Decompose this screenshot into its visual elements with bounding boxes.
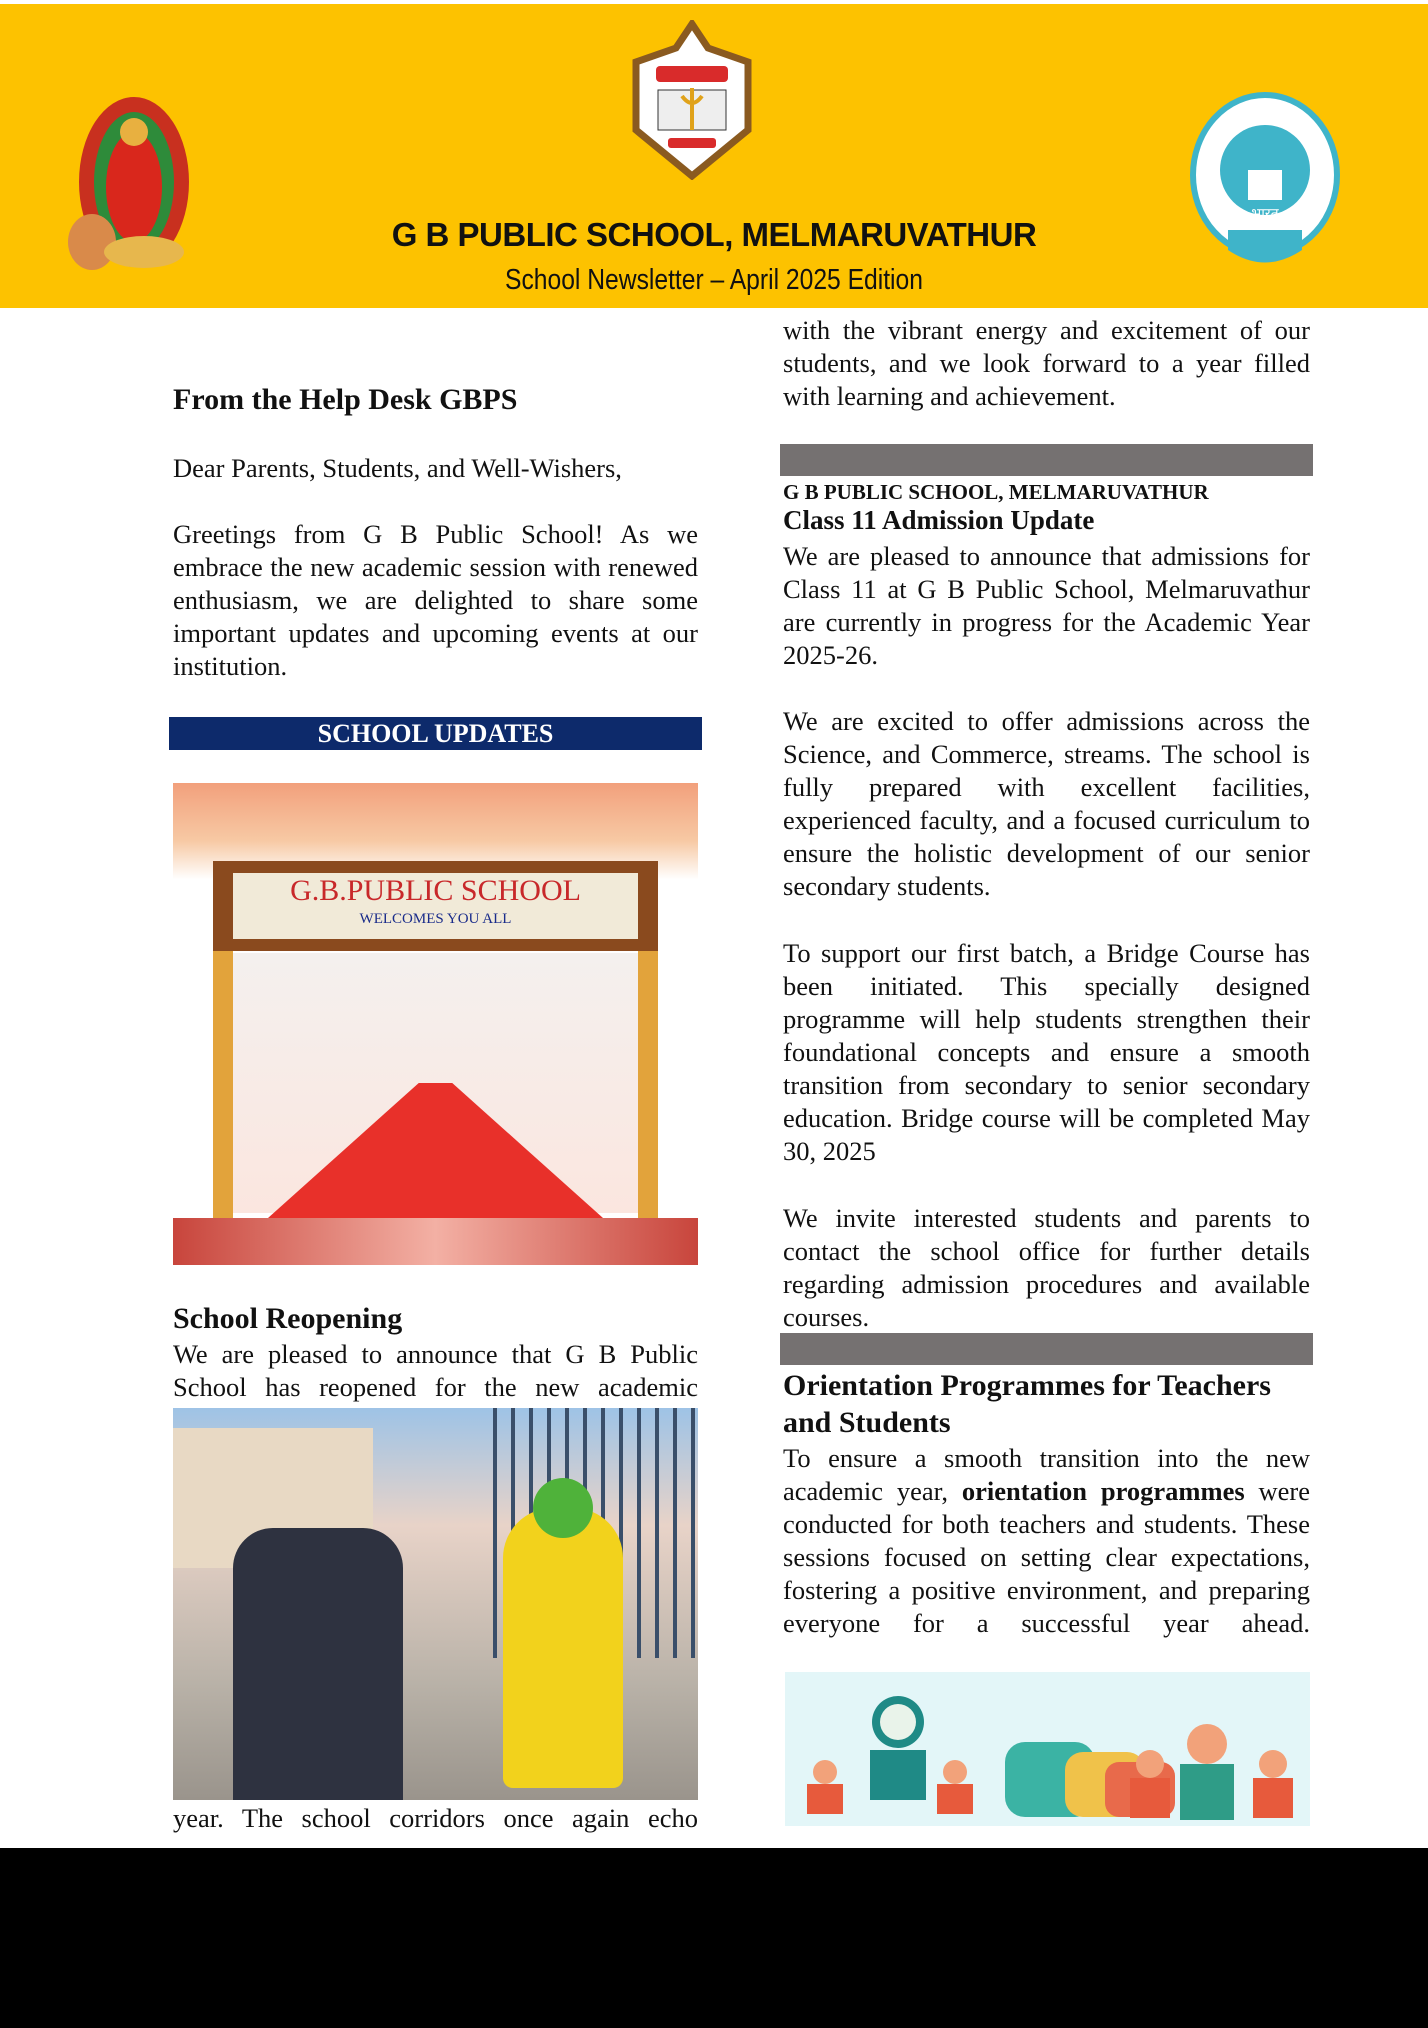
section-divider: [780, 1333, 1313, 1365]
reopening-continued: year. The school corridors once again echo: [173, 1803, 698, 1833]
newsletter-header: [0, 4, 1428, 308]
school-reopening-heading: School Reopening: [173, 1302, 403, 1335]
admission-paragraph-2: We are excited to offer admissions across the Science, and Commerce, streams. The school is fully prepared with excellent facilities, experienced faculty, and a focused curriculum to ensure the holistic development of our senior secondary students.: [783, 706, 1310, 901]
school-title: G B PUBLIC SCHOOL, MELMARUVATHUR: [391, 216, 1037, 253]
newsletter-subtitle: School Newsletter – April 2025 Edition: [505, 264, 923, 296]
greeting-paragraph: Greetings from G B Public School! As we embrace the new academic session with renewed enthusiasm, we are delighted to share some important updates and upcoming events at our institution.: [173, 519, 698, 681]
orientation-illustration: [785, 1672, 1310, 1826]
svg-text:भारत: भारत: [1251, 207, 1279, 222]
admission-paragraph-3: To support our first batch, a Bridge Course has been initiated. This specially designed programme will help students strengthen their foundational concepts and ensure a smooth transition from secondary to senior secondary education. Bridge course will be completed May 30, 2025: [783, 938, 1310, 1166]
orientation-heading: Orientation Programmes for Teachers and Students: [783, 1369, 1271, 1439]
reopening-paragraph: We are pleased to announce that G B Public School has reopened for the new academic: [173, 1339, 698, 1402]
orientation-text: To ensure a smooth transition into the new academic year,: [783, 1443, 1310, 1506]
orientation-bold-text: orientation programmes: [961, 1476, 1245, 1506]
school-crest-logo: [628, 20, 756, 180]
salutation: Dear Parents, Students, and Well-Wishers,: [173, 453, 622, 483]
page-footer-black: [0, 1848, 1428, 2028]
school-name-label: G B PUBLIC SCHOOL, MELMARUVATHUR: [783, 480, 1209, 504]
section-divider: [780, 444, 1313, 476]
admission-paragraph-4: We invite interested students and parents to contact the school office for further details regarding admission procedures and available courses.: [783, 1203, 1310, 1332]
help-desk-heading: From the Help Desk GBPS: [173, 383, 518, 416]
school-entrance-photo: [173, 783, 698, 1265]
reopening-photo: [173, 1408, 698, 1800]
orientation-paragraph: [783, 1442, 1310, 1640]
banner-subtext: WELCOMES YOU ALL: [359, 911, 512, 927]
admission-heading: Class 11 Admission Update: [783, 505, 1095, 535]
orientation-text: were conducted for both teachers and students. These sessions focused on setting clear expectations, fostering a positive environment, and preparing everyone for a successful year ahead.: [783, 1476, 1310, 1638]
school-updates-banner: SCHOOL UPDATES: [169, 717, 702, 750]
banner-text: G.B.PUBLIC SCHOOL: [233, 873, 638, 939]
admission-paragraph-1: We are pleased to announce that admissions for Class 11 at G B Public School, Melmaruvathur are currently in progress for the Academic Year 2025-26.: [783, 541, 1310, 670]
continued-paragraph: with the vibrant energy and excitement of our students, and we look forward to a year filled with learning and achievement.: [783, 315, 1310, 411]
